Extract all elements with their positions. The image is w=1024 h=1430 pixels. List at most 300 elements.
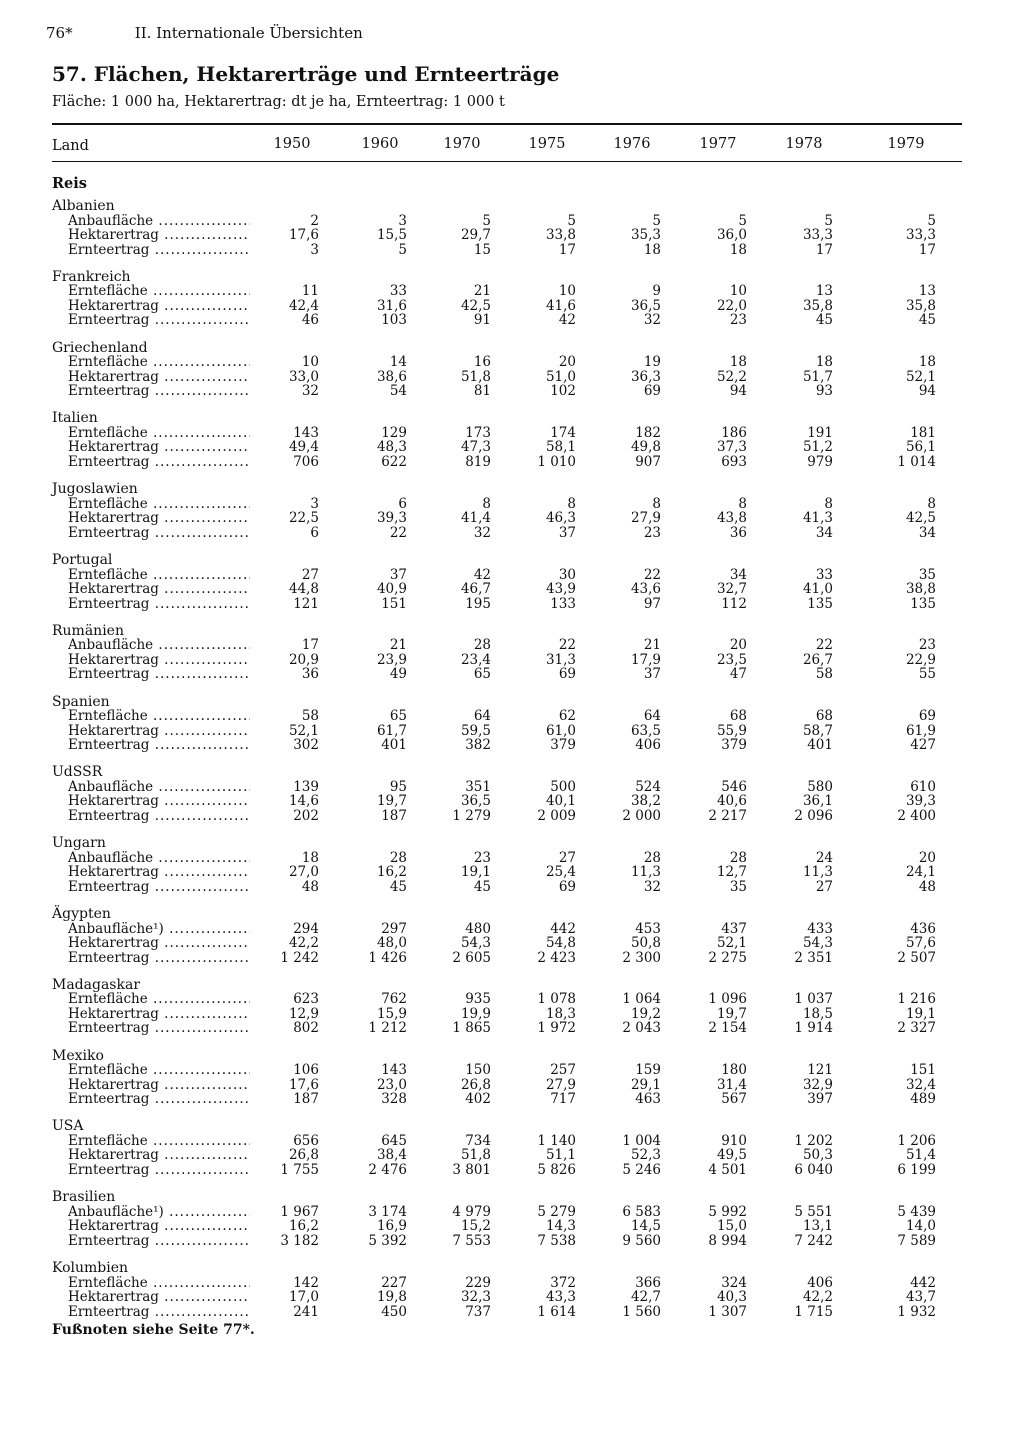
- row-label: Hektarertrag .....: [68, 1219, 250, 1234]
- value-cell: 54,3: [460, 935, 491, 951]
- value-cell: 227: [381, 1274, 407, 1291]
- value-cell: 26,7: [802, 651, 833, 668]
- value-cell: 32: [643, 312, 661, 329]
- value-cell: 442: [910, 1274, 936, 1291]
- value-cell: 13: [918, 283, 936, 300]
- value-cell: 19,7: [716, 1005, 747, 1022]
- value-cell: 51,7: [802, 368, 833, 385]
- value-cell: 48: [301, 878, 319, 895]
- table-row: [0, 1234, 1024, 1249]
- value-cell: 1 307: [708, 1303, 747, 1320]
- value-cell: 2 605: [452, 949, 491, 966]
- value-cell: 26,8: [460, 1076, 491, 1093]
- value-cell: 61,7: [376, 722, 407, 739]
- value-cell: 40,1: [545, 793, 576, 810]
- value-cell: 5: [482, 212, 491, 229]
- value-cell: 406: [807, 1274, 833, 1291]
- value-cell: 27,9: [545, 1076, 576, 1093]
- value-cell: 63,5: [630, 722, 661, 739]
- country-name: UdSSR: [52, 764, 103, 781]
- value-cell: 58,7: [802, 722, 833, 739]
- value-cell: 14,5: [630, 1218, 661, 1235]
- value-cell: 22,0: [716, 297, 747, 314]
- table-row: [0, 582, 1024, 597]
- country-name: Albanien: [52, 198, 115, 214]
- value-cell: 442: [550, 920, 576, 937]
- value-cell: 11,3: [802, 864, 833, 881]
- value-cell: 6 583: [622, 1203, 661, 1220]
- value-cell: 18,5: [802, 1005, 833, 1022]
- value-cell: 8 994: [708, 1232, 747, 1249]
- value-cell: 5 279: [537, 1203, 576, 1220]
- value-cell: 297: [381, 920, 407, 937]
- row-label: Ernteertrag .....: [68, 880, 250, 895]
- value-cell: 24: [815, 849, 833, 866]
- value-cell: 69: [643, 383, 661, 400]
- value-cell: 17,6: [288, 1076, 319, 1093]
- row-label: Anbaufläche .....: [68, 214, 250, 229]
- value-cell: 133: [550, 595, 576, 612]
- value-cell: 187: [381, 807, 407, 824]
- value-cell: 14: [389, 354, 407, 371]
- section-title: II. Internationale Übersichten: [134, 24, 363, 42]
- row-label: Anbaufläche¹) .....: [68, 1205, 250, 1220]
- value-cell: 5 392: [368, 1232, 407, 1249]
- table-row: [0, 992, 1024, 1007]
- value-cell: 22: [389, 524, 407, 541]
- row-label: Ernteertrag .....: [68, 455, 250, 470]
- value-cell: 38,2: [630, 793, 661, 810]
- value-cell: 18: [301, 849, 319, 866]
- value-cell: 737: [465, 1303, 491, 1320]
- country-group: [0, 695, 1024, 755]
- value-cell: 762: [381, 991, 407, 1008]
- value-cell: 30: [558, 566, 576, 583]
- value-cell: 500: [550, 778, 576, 795]
- value-cell: 94: [918, 383, 936, 400]
- value-cell: 351: [465, 778, 491, 795]
- value-cell: 19,2: [630, 1005, 661, 1022]
- value-cell: 17: [918, 241, 936, 258]
- value-cell: 10: [729, 283, 747, 300]
- value-cell: 1 010: [537, 453, 576, 470]
- value-cell: 1 560: [622, 1303, 661, 1320]
- year-header-1978: 1978: [785, 136, 823, 152]
- row-label: Anbaufläche .....: [68, 780, 250, 795]
- table-row: [0, 709, 1024, 724]
- country-group: [0, 1119, 1024, 1179]
- value-cell: 51,2: [802, 439, 833, 456]
- value-cell: 112: [721, 595, 747, 612]
- country-name: Kolumbien: [52, 1260, 129, 1276]
- value-cell: 580: [807, 778, 833, 795]
- value-cell: 2 009: [537, 807, 576, 824]
- table-row: [0, 1305, 1024, 1320]
- value-cell: 32: [473, 524, 491, 541]
- value-cell: 36: [729, 524, 747, 541]
- value-cell: 1 096: [708, 991, 747, 1008]
- value-cell: 20: [729, 637, 747, 654]
- value-cell: 802: [293, 1020, 319, 1037]
- value-cell: 623: [293, 991, 319, 1008]
- table-row: [0, 638, 1024, 653]
- value-cell: 20,9: [288, 651, 319, 668]
- value-cell: 3 182: [280, 1232, 319, 1249]
- value-cell: 191: [807, 424, 833, 441]
- table-row: [0, 597, 1024, 612]
- value-cell: 42,2: [288, 935, 319, 951]
- value-cell: 328: [381, 1091, 407, 1108]
- value-cell: 95: [389, 778, 407, 795]
- value-cell: 16: [473, 354, 491, 371]
- value-cell: 2 507: [897, 949, 936, 966]
- table-row: [0, 865, 1024, 880]
- row-label: Hektarertrag .....: [68, 1148, 250, 1163]
- value-cell: 2 476: [368, 1161, 407, 1178]
- value-cell: 17: [815, 241, 833, 258]
- table-row: [0, 951, 1024, 966]
- row-label: Ernteertrag .....: [68, 1305, 250, 1320]
- value-cell: 65: [473, 666, 491, 683]
- country-group: [0, 1049, 1024, 1109]
- country-group: [0, 1190, 1024, 1250]
- value-cell: 45: [815, 312, 833, 329]
- running-header: [46, 24, 363, 42]
- table-row: [0, 780, 1024, 795]
- table-row: [0, 653, 1024, 668]
- value-cell: 8: [482, 495, 491, 512]
- value-cell: 241: [293, 1303, 319, 1320]
- value-cell: 23,0: [376, 1076, 407, 1093]
- row-label: Erntefläche .....: [68, 497, 250, 512]
- row-label: Hektarertrag .....: [68, 440, 250, 455]
- value-cell: 23: [643, 524, 661, 541]
- value-cell: 173: [465, 424, 491, 441]
- row-label: Ernteertrag .....: [68, 667, 250, 682]
- value-cell: 143: [293, 424, 319, 441]
- country-group: [0, 199, 1024, 259]
- top-rule: [52, 123, 962, 125]
- country-name: Rumänien: [52, 622, 124, 639]
- value-cell: 159: [635, 1062, 661, 1079]
- value-cell: 1 206: [897, 1132, 936, 1149]
- value-cell: 41,4: [460, 510, 491, 527]
- value-cell: 36: [301, 666, 319, 683]
- value-cell: 38,4: [376, 1147, 407, 1164]
- table-row: [0, 313, 1024, 328]
- row-label: Ernteertrag .....: [68, 738, 250, 753]
- value-cell: 2 300: [622, 949, 661, 966]
- country-name: Mexiko: [52, 1047, 104, 1064]
- value-cell: 229: [465, 1274, 491, 1291]
- value-cell: 366: [635, 1274, 661, 1291]
- row-label: Anbaufläche .....: [68, 638, 250, 653]
- value-cell: 6: [310, 524, 319, 541]
- value-cell: 68: [815, 708, 833, 725]
- value-cell: 401: [807, 737, 833, 754]
- value-cell: 3 174: [368, 1203, 407, 1220]
- value-cell: 42: [473, 566, 491, 583]
- value-cell: 34: [815, 524, 833, 541]
- value-cell: 55,9: [716, 722, 747, 739]
- value-cell: 35,8: [905, 297, 936, 314]
- value-cell: 656: [293, 1132, 319, 1149]
- value-cell: 2 351: [794, 949, 833, 966]
- country-group: [0, 553, 1024, 613]
- value-cell: 36,1: [802, 793, 833, 810]
- value-cell: 143: [381, 1062, 407, 1079]
- value-cell: 22: [815, 637, 833, 654]
- table-row: [0, 922, 1024, 937]
- value-cell: 54: [389, 383, 407, 400]
- value-cell: 52,1: [905, 368, 936, 385]
- value-cell: 40,3: [716, 1289, 747, 1305]
- value-cell: 20: [918, 849, 936, 866]
- value-cell: 52,3: [630, 1147, 661, 1164]
- value-cell: 195: [465, 595, 491, 612]
- value-cell: 15,0: [716, 1218, 747, 1235]
- value-cell: 406: [635, 737, 661, 754]
- value-cell: 437: [721, 920, 747, 937]
- value-cell: 10: [301, 354, 319, 371]
- row-label: Ernteertrag .....: [68, 809, 250, 824]
- value-cell: 38,8: [905, 581, 936, 597]
- value-cell: 910: [721, 1132, 747, 1149]
- table-row: [0, 1219, 1024, 1234]
- value-cell: 32,9: [802, 1076, 833, 1093]
- value-cell: 49: [389, 666, 407, 683]
- country-name: Ägypten: [52, 906, 111, 922]
- value-cell: 39,3: [905, 793, 936, 810]
- value-cell: 54,8: [545, 935, 576, 951]
- value-cell: 129: [381, 424, 407, 441]
- value-cell: 1 014: [897, 453, 936, 470]
- value-cell: 2 043: [622, 1020, 661, 1037]
- value-cell: 27,9: [630, 510, 661, 527]
- value-cell: 93: [815, 383, 833, 400]
- value-cell: 52,1: [288, 722, 319, 739]
- value-cell: 23: [918, 637, 936, 654]
- table-row: [0, 1078, 1024, 1093]
- row-label: Hektarertrag .....: [68, 865, 250, 880]
- value-cell: 61,0: [545, 722, 576, 739]
- value-cell: 64: [643, 708, 661, 725]
- table-row: [0, 243, 1024, 258]
- value-cell: 2: [310, 212, 319, 229]
- value-cell: 58: [815, 666, 833, 683]
- value-cell: 6 199: [897, 1161, 936, 1178]
- value-cell: 45: [473, 878, 491, 895]
- country-group: [0, 411, 1024, 471]
- value-cell: 6 040: [794, 1161, 833, 1178]
- value-cell: 32,4: [905, 1076, 936, 1093]
- value-cell: 2 154: [708, 1020, 747, 1037]
- value-cell: 450: [381, 1303, 407, 1320]
- value-cell: 5: [824, 212, 833, 229]
- value-cell: 18: [815, 354, 833, 371]
- row-label: Anbaufläche .....: [68, 851, 250, 866]
- country-name: Portugal: [52, 552, 113, 568]
- value-cell: 35: [918, 566, 936, 583]
- value-cell: 46,7: [460, 581, 491, 597]
- value-cell: 14,6: [288, 793, 319, 810]
- value-cell: 4 979: [452, 1203, 491, 1220]
- value-cell: 907: [635, 453, 661, 470]
- value-cell: 103: [381, 312, 407, 329]
- value-cell: 11: [301, 283, 319, 300]
- value-cell: 33: [815, 566, 833, 583]
- value-cell: 51,1: [545, 1147, 576, 1164]
- value-cell: 69: [918, 708, 936, 725]
- value-cell: 31,6: [376, 297, 407, 314]
- value-cell: 14,3: [545, 1218, 576, 1235]
- table-row: [0, 228, 1024, 243]
- value-cell: 22: [643, 566, 661, 583]
- value-cell: 42,4: [288, 297, 319, 314]
- value-cell: 51,8: [460, 1147, 491, 1164]
- value-cell: 52,2: [716, 368, 747, 385]
- value-cell: 15,9: [376, 1005, 407, 1022]
- value-cell: 42,7: [630, 1289, 661, 1305]
- value-cell: 49,4: [288, 439, 319, 456]
- table-title: 57. Flächen, Hektarerträge und Ernteerträge: [52, 62, 560, 86]
- table-units: Fläche: 1 000 ha, Hektarertrag: dt je ha, Ernteertrag: 1 000 t: [52, 94, 505, 110]
- value-cell: 1 242: [280, 949, 319, 966]
- value-cell: 2 275: [708, 949, 747, 966]
- value-cell: 524: [635, 778, 661, 795]
- value-cell: 3: [398, 212, 407, 229]
- value-cell: 180: [721, 1062, 747, 1079]
- value-cell: 23,5: [716, 651, 747, 668]
- row-label: Ernteertrag .....: [68, 1163, 250, 1178]
- value-cell: 15,5: [376, 227, 407, 243]
- value-cell: 1 216: [897, 991, 936, 1008]
- value-cell: 19: [643, 354, 661, 371]
- value-cell: 36,5: [630, 297, 661, 314]
- value-cell: 1 967: [280, 1203, 319, 1220]
- value-cell: 27,0: [288, 864, 319, 881]
- value-cell: 40,6: [716, 793, 747, 810]
- value-cell: 10: [558, 283, 576, 300]
- table-row: [0, 1063, 1024, 1078]
- value-cell: 5: [398, 241, 407, 258]
- value-cell: 1 037: [794, 991, 833, 1008]
- value-cell: 202: [293, 807, 319, 824]
- value-cell: 2 400: [897, 807, 936, 824]
- value-cell: 2 217: [708, 807, 747, 824]
- value-cell: 5 439: [897, 1203, 936, 1220]
- value-cell: 61,9: [905, 722, 936, 739]
- value-cell: 19,9: [460, 1005, 491, 1022]
- value-cell: 18,3: [545, 1005, 576, 1022]
- value-cell: 43,7: [905, 1289, 936, 1305]
- value-cell: 11,3: [630, 864, 661, 881]
- table-row: [0, 794, 1024, 809]
- header-rule: [52, 161, 962, 162]
- value-cell: 17,0: [288, 1289, 319, 1305]
- value-cell: 47,3: [460, 439, 491, 456]
- year-header-1976: 1976: [613, 136, 651, 152]
- value-cell: 17,9: [630, 651, 661, 668]
- value-cell: 62: [558, 708, 576, 725]
- row-label: Hektarertrag .....: [68, 299, 250, 314]
- value-cell: 401: [381, 737, 407, 754]
- row-label: Hektarertrag .....: [68, 582, 250, 597]
- value-cell: 34: [729, 566, 747, 583]
- value-cell: 50,3: [802, 1147, 833, 1164]
- value-cell: 17: [301, 637, 319, 654]
- value-cell: 12,9: [288, 1005, 319, 1022]
- value-cell: 1 932: [897, 1303, 936, 1320]
- value-cell: 1 755: [280, 1161, 319, 1178]
- country-group: [0, 765, 1024, 825]
- value-cell: 6: [398, 495, 407, 512]
- row-label: Hektarertrag .....: [68, 724, 250, 739]
- value-cell: 51,0: [545, 368, 576, 385]
- value-cell: 610: [910, 778, 936, 795]
- value-cell: 8: [567, 495, 576, 512]
- value-cell: 19,7: [376, 793, 407, 810]
- value-cell: 8: [652, 495, 661, 512]
- value-cell: 21: [389, 637, 407, 654]
- value-cell: 47: [729, 666, 747, 683]
- value-cell: 42,5: [905, 510, 936, 527]
- value-cell: 18: [729, 241, 747, 258]
- value-cell: 31,4: [716, 1076, 747, 1093]
- value-cell: 489: [910, 1091, 936, 1108]
- year-header-1970: 1970: [443, 136, 481, 152]
- value-cell: 121: [293, 595, 319, 612]
- value-cell: 379: [550, 737, 576, 754]
- row-label: Hektarertrag .....: [68, 370, 250, 385]
- table-row: [0, 738, 1024, 753]
- value-cell: 1 426: [368, 949, 407, 966]
- value-cell: 5 826: [537, 1161, 576, 1178]
- table-row: [0, 511, 1024, 526]
- table-row: [0, 724, 1024, 739]
- table-row: [0, 1163, 1024, 1178]
- value-cell: 69: [558, 666, 576, 683]
- value-cell: 41,0: [802, 581, 833, 597]
- value-cell: 182: [635, 424, 661, 441]
- value-cell: 5: [927, 212, 936, 229]
- table-row: [0, 355, 1024, 370]
- value-cell: 372: [550, 1274, 576, 1291]
- value-cell: 37: [643, 666, 661, 683]
- value-cell: 94: [729, 383, 747, 400]
- value-cell: 2 096: [794, 807, 833, 824]
- table-row: [0, 1134, 1024, 1149]
- value-cell: 2 327: [897, 1020, 936, 1037]
- value-cell: 23: [473, 849, 491, 866]
- value-cell: 33: [389, 283, 407, 300]
- country-group: [0, 624, 1024, 684]
- value-cell: 546: [721, 778, 747, 795]
- value-cell: 8: [927, 495, 936, 512]
- value-cell: 1 279: [452, 807, 491, 824]
- value-cell: 24,1: [905, 864, 936, 881]
- row-label: Ernteertrag .....: [68, 1234, 250, 1249]
- value-cell: 5 551: [794, 1203, 833, 1220]
- value-cell: 37: [558, 524, 576, 541]
- value-cell: 64: [473, 708, 491, 725]
- value-cell: 1 064: [622, 991, 661, 1008]
- table-row: [0, 384, 1024, 399]
- country-name: Madagaskar: [52, 976, 141, 993]
- value-cell: 35,8: [802, 297, 833, 314]
- value-cell: 32,7: [716, 581, 747, 597]
- value-cell: 49,5: [716, 1147, 747, 1164]
